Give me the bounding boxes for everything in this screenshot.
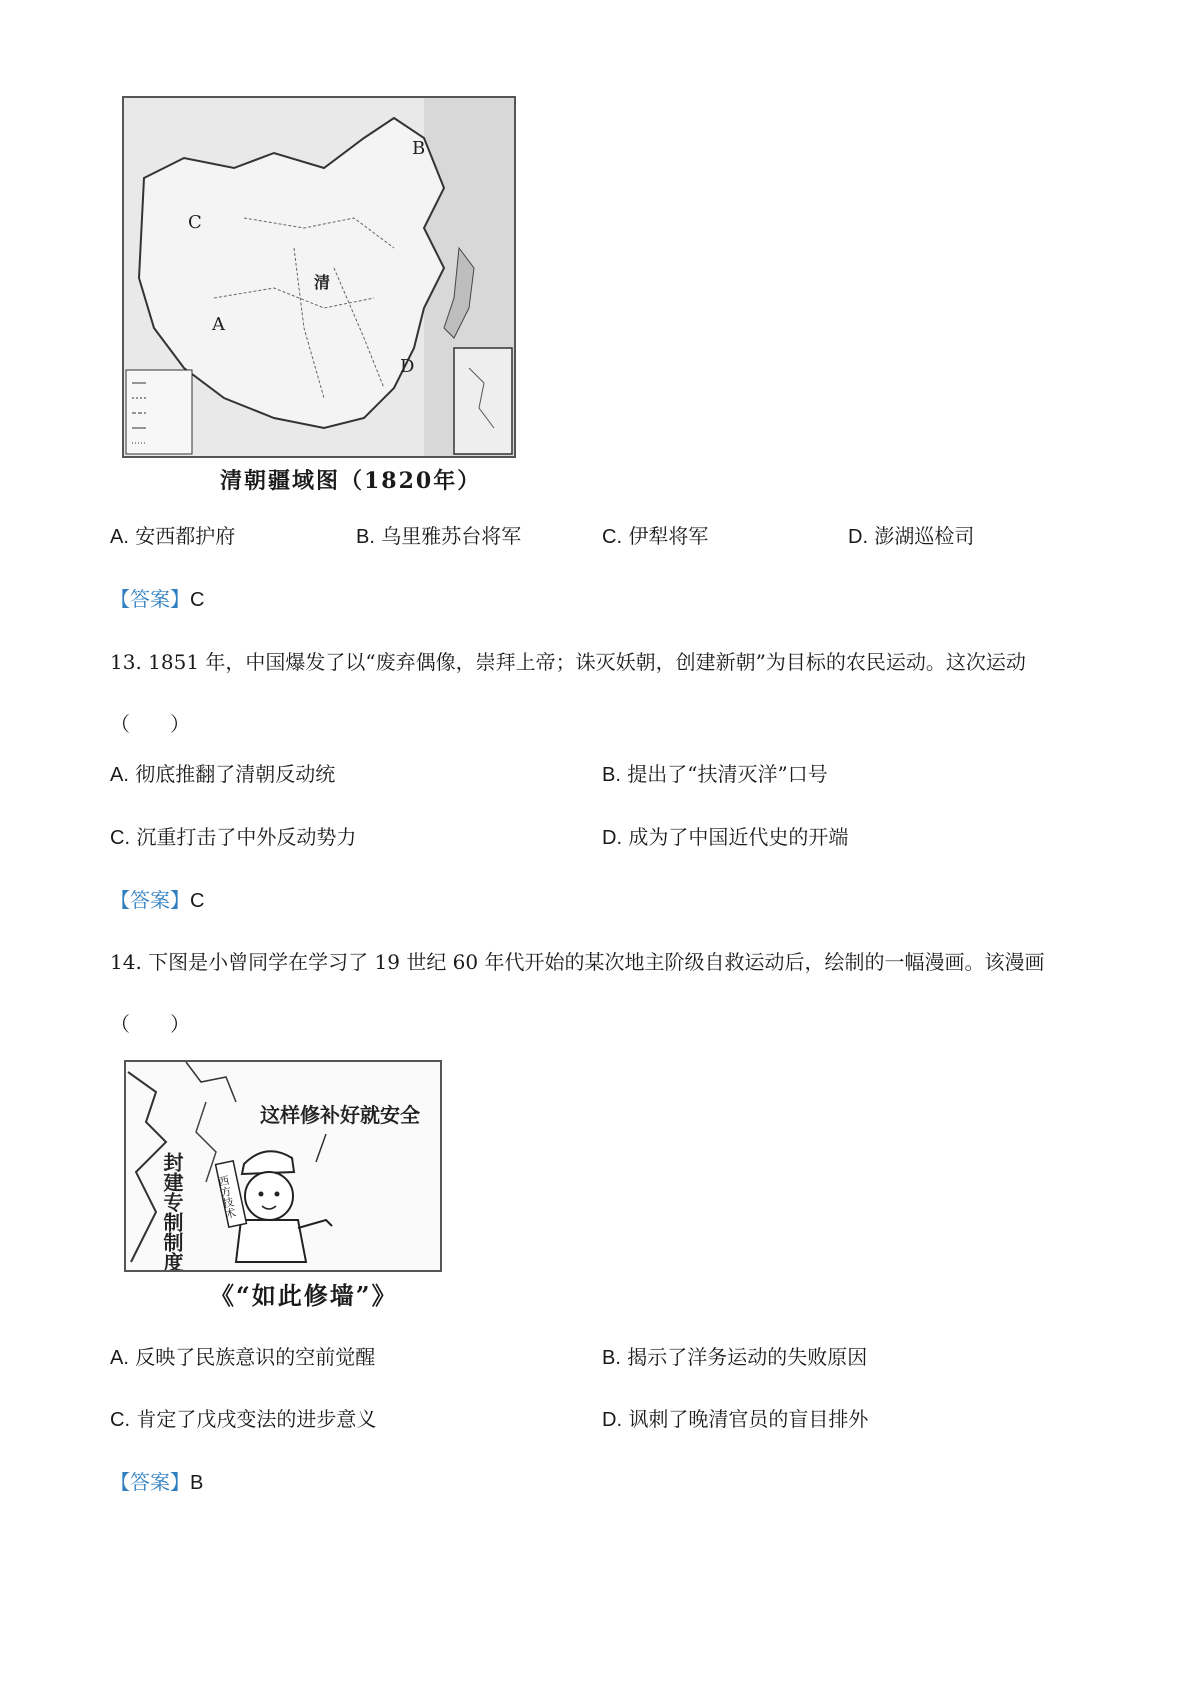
answer-tag: 【答案】 <box>110 888 190 912</box>
option-text: 揭示了洋务运动的失败原因 <box>627 1345 868 1369</box>
q14-answer <box>110 1468 203 1497</box>
q13-question: 13. 1851 年，中国爆发了以“废弃偶像，崇拜上帝；诛灭妖朝，创建新朝”为目标的农民运动。这次运动 <box>110 650 1026 674</box>
q13-option-d[interactable] <box>602 823 848 852</box>
speech-text: 这样修补好就安全 <box>260 1103 420 1127</box>
map-label-d: D <box>400 356 415 377</box>
wall-text: 封建专制制度 <box>160 1152 184 1270</box>
option-text: 澎湖巡检司 <box>874 524 975 548</box>
q14-option-a[interactable] <box>110 1343 375 1372</box>
option-letter: B. <box>602 764 621 786</box>
option-letter: C. <box>110 827 130 849</box>
option-text: 伊犁将军 <box>628 524 709 548</box>
option-text: 成为了中国近代史的开端 <box>628 825 849 849</box>
option-letter: C. <box>602 526 622 548</box>
q13-option-b[interactable] <box>602 760 828 789</box>
map-label-c: C <box>188 212 202 233</box>
option-letter: A. <box>110 526 129 548</box>
qing-territory-map <box>122 96 516 458</box>
q12-option-c[interactable] <box>602 522 708 551</box>
option-letter: B. <box>602 1347 621 1369</box>
answer-value: C <box>190 589 205 611</box>
option-text: 提出了“扶清灭洋”口号 <box>627 762 828 786</box>
answer-tag: 【答案】 <box>110 587 190 611</box>
option-letter: D. <box>602 827 622 849</box>
option-letter: D. <box>848 526 868 548</box>
option-text: 反映了民族意识的空前觉醒 <box>135 1345 376 1369</box>
option-text: 沉重打击了中外反动势力 <box>136 825 357 849</box>
q14-option-c[interactable] <box>110 1405 376 1434</box>
map-label-b: B <box>412 138 426 159</box>
q12-answer <box>110 585 204 614</box>
q14-bracket: （ ） <box>110 1012 190 1036</box>
option-letter: D. <box>602 1409 622 1431</box>
cartoon-drawing <box>126 1062 440 1270</box>
q14-option-b[interactable] <box>602 1343 867 1372</box>
cartoon-caption: 《“如此修墙”》 <box>210 1281 398 1310</box>
answer-tag: 【答案】 <box>110 1470 190 1494</box>
q12-option-d[interactable] <box>848 522 974 551</box>
option-letter: A. <box>110 1347 129 1369</box>
option-text: 乌里雅苏台将军 <box>381 524 522 548</box>
option-letter: C. <box>110 1409 130 1431</box>
option-letter: A. <box>110 764 129 786</box>
option-text: 安西都护府 <box>135 524 236 548</box>
map-label-a: A <box>212 314 225 335</box>
option-letter: B. <box>356 526 375 548</box>
option-text: 肯定了戊戌变法的进步意义 <box>136 1407 377 1431</box>
map-drawing <box>124 98 514 456</box>
q14-option-d[interactable] <box>602 1405 868 1434</box>
wall-repair-cartoon <box>124 1060 442 1272</box>
map-label-qing: 清 <box>314 273 331 292</box>
q13-bracket: （ ） <box>110 712 190 736</box>
option-text: 彻底推翻了清朝反动统 <box>135 762 336 786</box>
answer-value: B <box>190 1472 204 1494</box>
q12-option-a[interactable] <box>110 522 235 551</box>
q13-option-a[interactable] <box>110 760 335 789</box>
q13-option-c[interactable] <box>110 823 356 852</box>
answer-value: C <box>190 890 205 912</box>
q12-option-b[interactable] <box>356 522 521 551</box>
patch-text: 西方技术 <box>215 1174 238 1220</box>
map-caption: 清朝疆域图（1820年） <box>220 468 482 494</box>
q13-answer <box>110 886 204 915</box>
q14-question: 14. 下图是小曾同学在学习了 19 世纪 60 年代开始的某次地主阶级自救运动后，绘制的一幅漫画。该漫画 <box>110 950 1045 974</box>
option-text: 讽刺了晚清官员的盲目排外 <box>628 1407 869 1431</box>
